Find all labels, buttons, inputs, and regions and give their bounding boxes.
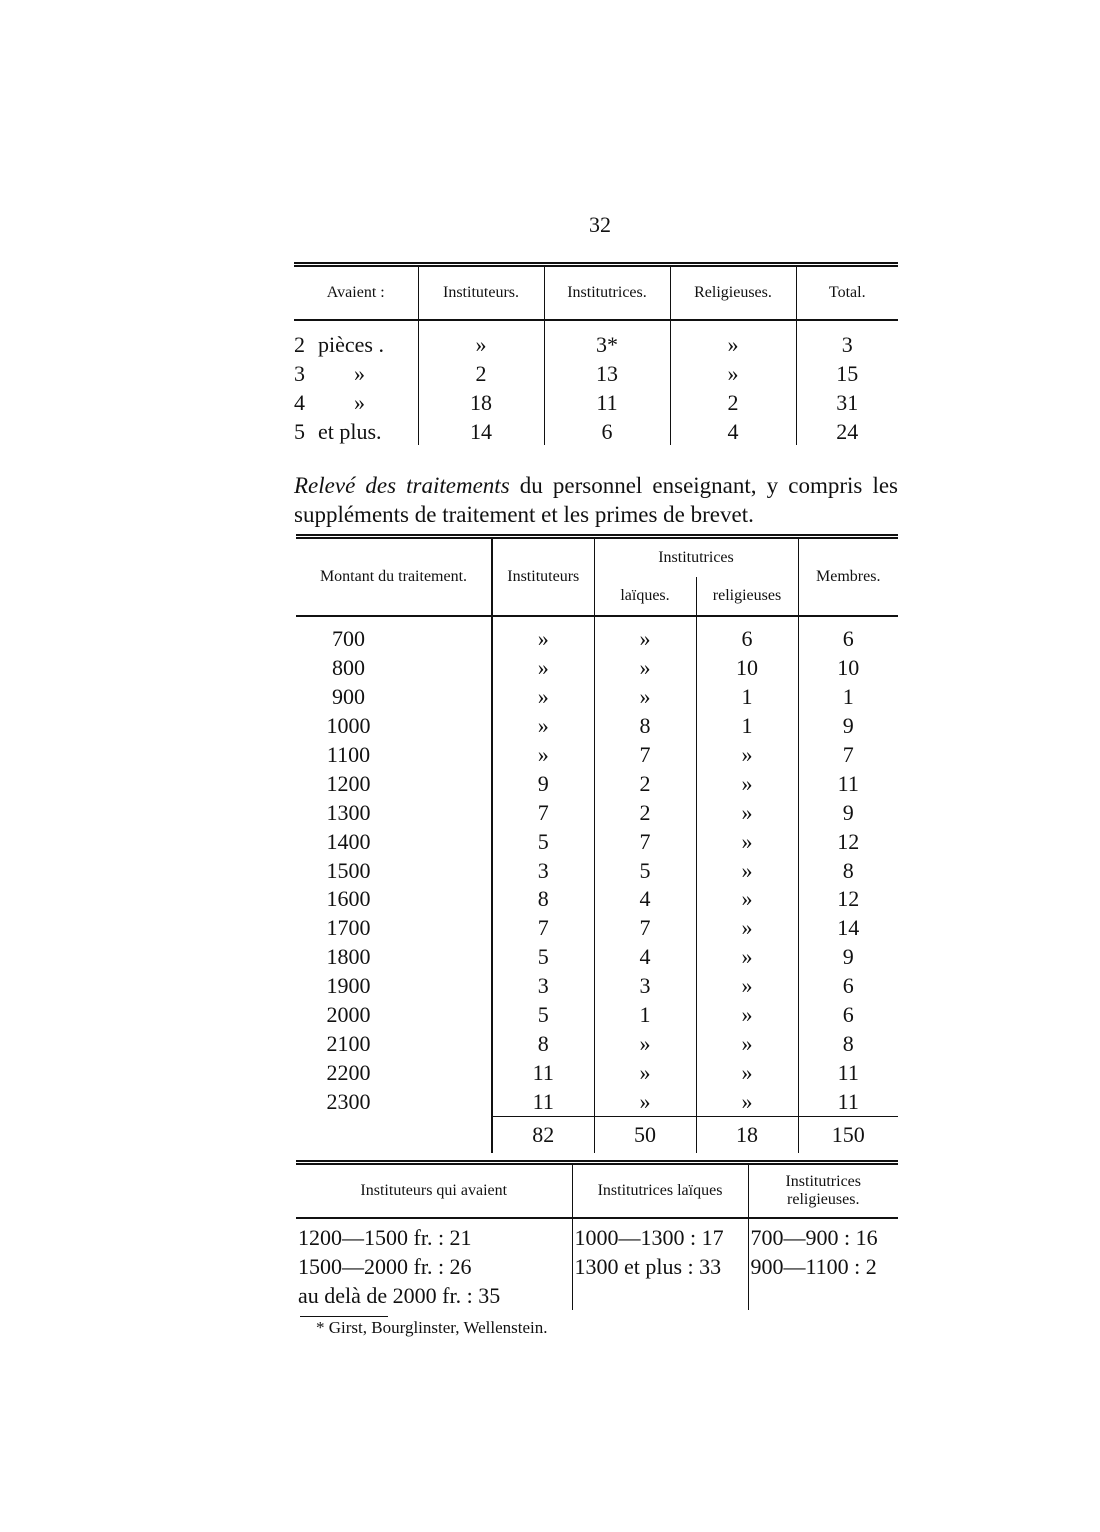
cell: » — [670, 320, 796, 358]
cell: 2 — [594, 798, 696, 827]
footnote: * Girst, Bourglinster, Wellenstein. — [316, 1318, 548, 1337]
salary-table — [296, 534, 898, 1153]
cell: 14 — [418, 416, 544, 445]
cell: 700—900 : 16 — [748, 1218, 898, 1252]
cell: 11 — [798, 769, 898, 798]
row-label: 3 » — [294, 361, 365, 386]
header-institutrices-laiques: Institutrices laïques — [572, 1163, 748, 1219]
cell: 3 — [594, 972, 696, 1001]
header-total: Total. — [796, 265, 898, 321]
cell: 15 — [796, 358, 898, 387]
row-label: 5 et plus. — [294, 419, 382, 444]
cell-montant: 800 — [332, 655, 365, 681]
cell: » — [594, 1029, 696, 1058]
cell: 12 — [798, 885, 898, 914]
cell: » — [594, 1087, 696, 1116]
cell: 1 — [798, 683, 898, 712]
cell: 9 — [798, 798, 898, 827]
totals-row — [296, 1117, 898, 1154]
cell: 6 — [798, 972, 898, 1001]
cell: 1 — [696, 712, 798, 741]
table-header-row — [294, 265, 898, 321]
cell: » — [696, 914, 798, 943]
cell: 7 — [798, 741, 898, 770]
cell: » — [696, 1029, 798, 1058]
cell: » — [594, 1058, 696, 1087]
header-institutrices-religieuses: Institutrices religieuses. — [748, 1163, 898, 1219]
cell: » — [492, 712, 594, 741]
cell: 4 — [594, 885, 696, 914]
salary-paragraph — [294, 471, 898, 529]
table-row — [296, 943, 898, 972]
cell-montant: 1500 — [326, 857, 371, 883]
cell: 18 — [418, 387, 544, 416]
cell: 1 — [696, 683, 798, 712]
cell: 4 — [594, 943, 696, 972]
cell: 8 — [798, 1029, 898, 1058]
header-membres: Membres. — [798, 537, 898, 617]
cell-montant: 1600 — [326, 886, 371, 912]
cell: 12 — [798, 827, 898, 856]
cell: » — [594, 616, 696, 654]
cell: 1300 et plus : 33 — [572, 1252, 748, 1281]
cell: » — [492, 616, 594, 654]
table-row — [296, 827, 898, 856]
summary-table — [296, 1160, 898, 1310]
table-row — [296, 1087, 898, 1116]
cell: 5 — [594, 856, 696, 885]
cell-montant: 2300 — [326, 1088, 371, 1114]
cell: » — [696, 943, 798, 972]
header-instituteurs-qui-avaient: Instituteurs qui avaient — [296, 1163, 572, 1219]
cell: 7 — [594, 827, 696, 856]
cell: 8 — [798, 856, 898, 885]
cell: 6 — [696, 616, 798, 654]
table-row — [296, 972, 898, 1001]
paragraph-italic: Relevé des traitements — [294, 473, 510, 498]
total-membres: 150 — [798, 1117, 898, 1154]
header-instituteurs: Instituteurs — [492, 537, 594, 617]
table-row — [296, 741, 898, 770]
table-row — [296, 616, 898, 654]
cell: 24 — [796, 416, 898, 445]
cell: 1500—2000 fr. : 26 — [298, 1253, 472, 1279]
cell: » — [696, 741, 798, 770]
cell: 2 — [418, 358, 544, 387]
table-row — [294, 387, 898, 416]
cell: 6 — [798, 616, 898, 654]
cell: 9 — [492, 769, 594, 798]
cell-montant: 700 — [332, 626, 365, 652]
cell: 10 — [798, 654, 898, 683]
cell: 13 — [544, 358, 670, 387]
cell: 5 — [492, 827, 594, 856]
cell: 14 — [798, 914, 898, 943]
table-row — [296, 1001, 898, 1030]
cell-montant: 2100 — [326, 1030, 371, 1056]
cell: » — [696, 798, 798, 827]
table-row — [296, 1218, 898, 1252]
cell: » — [696, 827, 798, 856]
cell-montant: 2200 — [326, 1059, 371, 1085]
cell: » — [696, 1087, 798, 1116]
cell: 3 — [796, 320, 898, 358]
cell: 9 — [798, 712, 898, 741]
header-religieuses: Religieuses. — [670, 265, 796, 321]
cell: 7 — [594, 914, 696, 943]
cell: 11 — [798, 1058, 898, 1087]
cell: » — [670, 358, 796, 387]
cell: 8 — [594, 712, 696, 741]
cell-montant: 1400 — [326, 828, 371, 854]
cell: 6 — [798, 1001, 898, 1030]
cell: 11 — [544, 387, 670, 416]
cell: » — [696, 1001, 798, 1030]
cell: 7 — [594, 741, 696, 770]
table-row — [294, 358, 898, 387]
cell: 7 — [492, 914, 594, 943]
lodging-rooms-table — [294, 262, 898, 445]
table-row — [294, 416, 898, 445]
cell — [748, 1281, 898, 1310]
cell: 2 — [594, 769, 696, 798]
header-institutrices: Institutrices. — [544, 265, 670, 321]
cell-montant: 1800 — [326, 944, 371, 970]
table-row — [296, 769, 898, 798]
table-header-row — [296, 1163, 898, 1219]
cell: 1 — [594, 1001, 696, 1030]
cell: 1200—1500 fr. : 21 — [298, 1224, 472, 1250]
cell: 9 — [798, 943, 898, 972]
cell: 5 — [492, 943, 594, 972]
header-religieuses: religieuses — [696, 577, 798, 616]
cell: 3 — [492, 972, 594, 1001]
page-number: 32 — [589, 212, 611, 237]
header-instituteurs: Instituteurs. — [418, 265, 544, 321]
table-header-row — [296, 537, 898, 578]
cell: 8 — [492, 885, 594, 914]
table-row — [296, 712, 898, 741]
cell: 10 — [696, 654, 798, 683]
cell: 2 — [670, 387, 796, 416]
cell: » — [696, 1058, 798, 1087]
cell: » — [492, 683, 594, 712]
row-label: 4 » — [294, 390, 365, 415]
cell-montant: 1100 — [326, 742, 371, 767]
cell: 4 — [670, 416, 796, 445]
cell: 31 — [796, 387, 898, 416]
cell: 1000—1300 : 17 — [572, 1218, 748, 1252]
cell: » — [594, 683, 696, 712]
cell: 5 — [492, 1001, 594, 1030]
table-row — [296, 1281, 898, 1310]
header-avaient: Avaient : — [294, 265, 418, 321]
header-laiques: laïques. — [594, 577, 696, 616]
cell: » — [594, 654, 696, 683]
table-row — [296, 1252, 898, 1281]
table-row — [296, 885, 898, 914]
cell-montant: 900 — [332, 684, 365, 710]
header-institutrices: Institutrices — [594, 537, 798, 578]
cell: » — [696, 769, 798, 798]
table-row — [296, 1058, 898, 1087]
cell: » — [696, 972, 798, 1001]
cell-montant: 1900 — [326, 973, 371, 999]
header-montant: Montant du traitement. — [296, 537, 492, 617]
table-row — [294, 320, 898, 358]
cell-montant: 1300 — [326, 799, 371, 825]
total-instituteurs: 82 — [492, 1117, 594, 1154]
table-row — [296, 654, 898, 683]
cell: 3* — [544, 320, 670, 358]
cell: 11 — [492, 1058, 594, 1087]
cell: » — [492, 654, 594, 683]
table-row — [296, 1029, 898, 1058]
cell-montant: 2000 — [326, 1002, 371, 1028]
cell-montant: 1200 — [326, 770, 371, 796]
cell: 11 — [492, 1087, 594, 1116]
cell: au delà de 2000 fr. : 35 — [298, 1282, 501, 1308]
cell-empty — [296, 1117, 492, 1154]
cell: » — [696, 856, 798, 885]
cell: » — [696, 885, 798, 914]
cell: 8 — [492, 1029, 594, 1058]
cell: 900—1100 : 2 — [748, 1252, 898, 1281]
cell: 6 — [544, 416, 670, 445]
cell: 11 — [798, 1087, 898, 1116]
total-laiques: 50 — [594, 1117, 696, 1154]
total-religieuses: 18 — [696, 1117, 798, 1154]
cell-montant: 1700 — [326, 915, 371, 941]
table-row — [296, 798, 898, 827]
footnote-rule — [300, 1316, 388, 1317]
table-row — [296, 914, 898, 943]
paragraph-text: du personnel enseignant, y compris les suppléments de traitement et les primes de brevet. — [294, 473, 899, 527]
cell: 7 — [492, 798, 594, 827]
cell: » — [492, 741, 594, 770]
cell — [572, 1281, 748, 1310]
cell: 3 — [492, 856, 594, 885]
row-label: 2 pièces . — [294, 332, 384, 357]
cell: » — [418, 320, 544, 358]
cell-montant: 1000 — [326, 713, 371, 739]
table-row — [296, 856, 898, 885]
table-row — [296, 683, 898, 712]
